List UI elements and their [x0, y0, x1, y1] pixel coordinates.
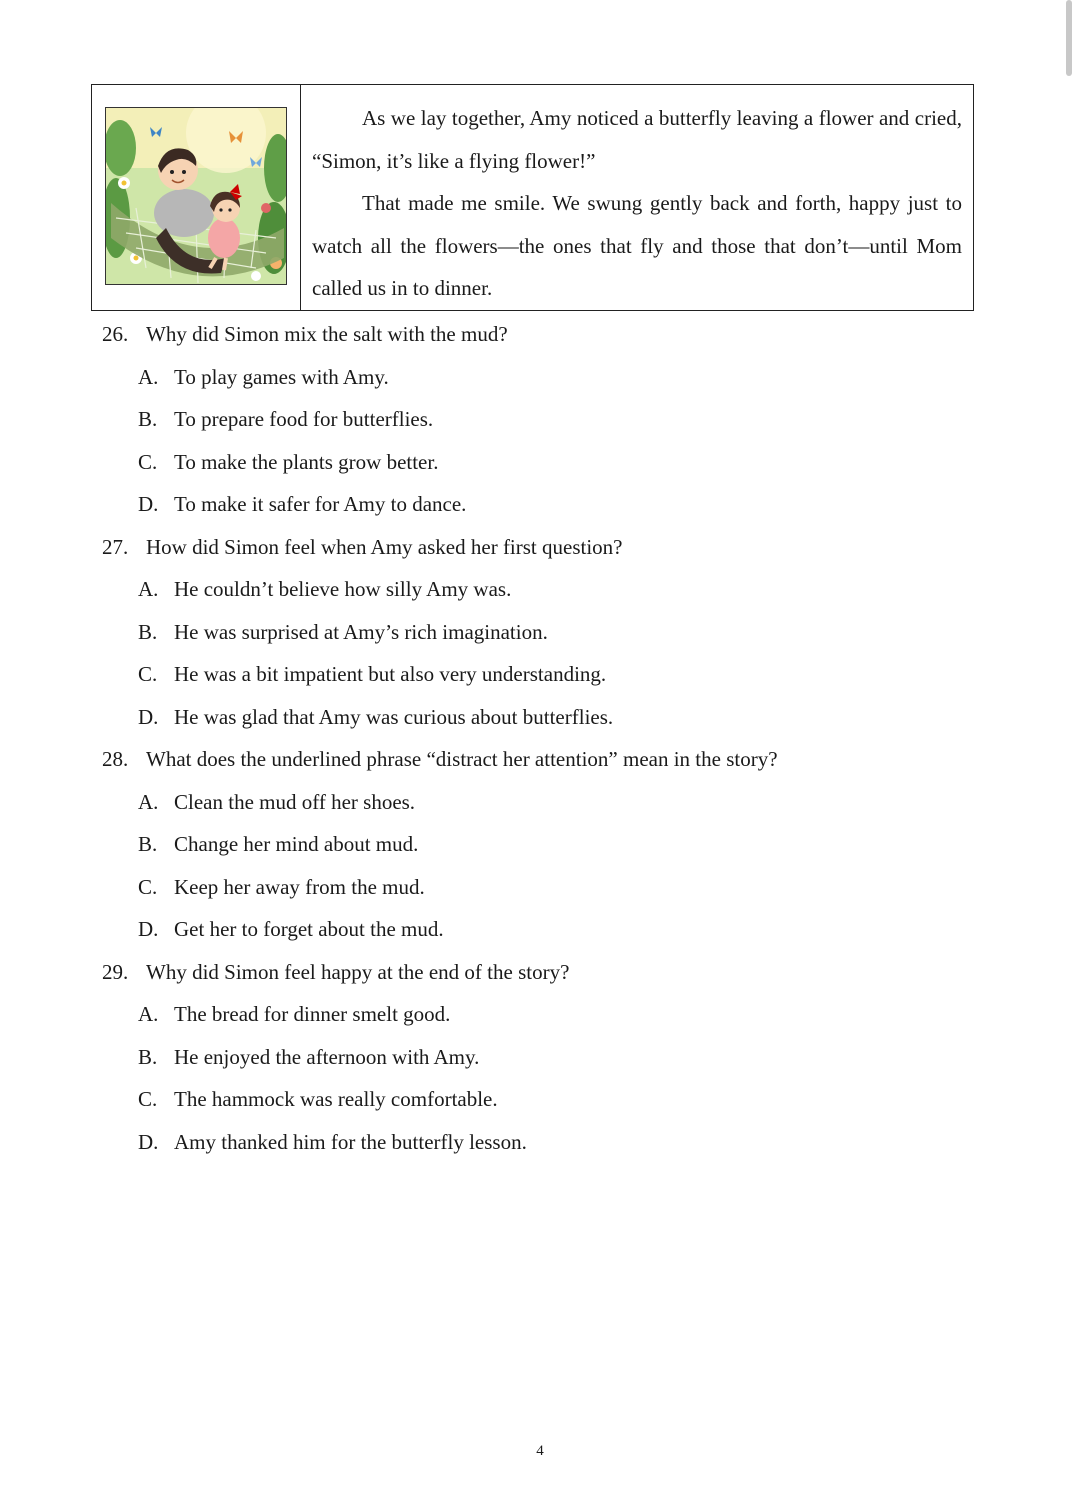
option-text: He was surprised at Amy’s rich imagination.	[174, 619, 548, 644]
hammock-illustration	[105, 107, 287, 285]
question-stem	[102, 526, 1002, 569]
option-b[interactable]	[102, 398, 1002, 441]
question-list	[102, 313, 1002, 1163]
option-text: The hammock was really comfortable.	[174, 1087, 498, 1111]
page-number: 4	[536, 1443, 544, 1459]
option-letter: A.	[138, 789, 159, 814]
option-letter: A.	[138, 364, 159, 389]
option-text: He was a bit impatient but also very understanding.	[174, 662, 607, 686]
option-letter: A.	[138, 1002, 159, 1026]
option-text: He enjoyed the afternoon with Amy.	[174, 1044, 480, 1069]
option-b[interactable]	[102, 611, 1002, 654]
option-d[interactable]	[102, 696, 1002, 739]
question-text: Why did Simon mix the salt with the mud?	[146, 322, 508, 346]
option-text: Change her mind about mud.	[174, 832, 419, 856]
option-letter: C.	[138, 874, 158, 899]
option-letter: D.	[138, 1129, 159, 1154]
option-d[interactable]	[102, 483, 1002, 526]
question-text: What does the underlined phrase “distract her attention” mean in the story?	[146, 747, 778, 771]
question-text: Why did Simon feel happy at the end of the story?	[146, 959, 570, 984]
option-letter: D.	[138, 492, 159, 516]
option-text: The bread for dinner smelt good.	[174, 1002, 451, 1026]
option-a[interactable]	[102, 781, 1002, 824]
option-d[interactable]	[102, 908, 1002, 951]
option-text: To play games with Amy.	[174, 364, 389, 389]
option-text: Get her to forget about the mud.	[174, 917, 444, 941]
option-c[interactable]	[102, 653, 1002, 696]
option-letter: D.	[138, 704, 159, 729]
question-27	[102, 526, 1002, 739]
illustration-cell	[92, 85, 301, 310]
question-number: 26.	[102, 322, 129, 346]
option-b[interactable]	[102, 1036, 1002, 1079]
option-text: Keep her away from the mud.	[174, 874, 425, 899]
option-letter: A.	[138, 577, 159, 601]
question-26	[102, 313, 1002, 526]
story-paragraph: That made me smile. We swung gently back and forth, happy just to watch all the flowers—the ones that fly and those that don’t—until Mom called us in to dinner.	[312, 191, 962, 300]
option-letter: B.	[138, 1044, 158, 1069]
option-letter: B.	[138, 407, 158, 431]
option-text: Clean the mud off her shoes.	[174, 789, 416, 814]
option-a[interactable]	[102, 356, 1002, 399]
question-stem	[102, 738, 1002, 781]
option-letter: C.	[138, 662, 158, 686]
story-paragraph: As we lay together, Amy noticed a butterfly leaving a flower and cried, “Simon, it’s like a flying flower!”	[312, 106, 962, 173]
question-29	[102, 951, 1002, 1164]
option-a[interactable]	[102, 993, 1002, 1036]
option-text: To make the plants grow better.	[174, 449, 439, 474]
option-letter: D.	[138, 917, 159, 941]
question-number: 29.	[102, 959, 129, 984]
option-c[interactable]	[102, 866, 1002, 909]
option-letter: C.	[138, 1087, 158, 1111]
option-c[interactable]	[102, 441, 1002, 484]
option-d[interactable]	[102, 1121, 1002, 1164]
question-text: How did Simon feel when Amy asked her first question?	[146, 534, 623, 559]
option-letter: B.	[138, 832, 158, 856]
scrollbar[interactable]	[1066, 0, 1072, 76]
option-text: He couldn’t believe how silly Amy was.	[174, 577, 512, 601]
story-text	[301, 85, 973, 310]
question-28	[102, 738, 1002, 951]
question-number: 28.	[102, 747, 129, 771]
option-text: Amy thanked him for the butterfly lesson.	[174, 1129, 527, 1154]
option-letter: B.	[138, 619, 158, 644]
question-stem	[102, 313, 1002, 356]
question-number: 27.	[102, 534, 129, 559]
option-text: To prepare food for butterflies.	[174, 407, 434, 431]
story-passage-box	[91, 84, 974, 311]
question-stem	[102, 951, 1002, 994]
option-a[interactable]	[102, 568, 1002, 611]
option-c[interactable]	[102, 1078, 1002, 1121]
option-b[interactable]	[102, 823, 1002, 866]
option-letter: C.	[138, 449, 158, 474]
option-text: To make it safer for Amy to dance.	[174, 492, 467, 516]
option-text: He was glad that Amy was curious about butterflies.	[174, 704, 614, 729]
